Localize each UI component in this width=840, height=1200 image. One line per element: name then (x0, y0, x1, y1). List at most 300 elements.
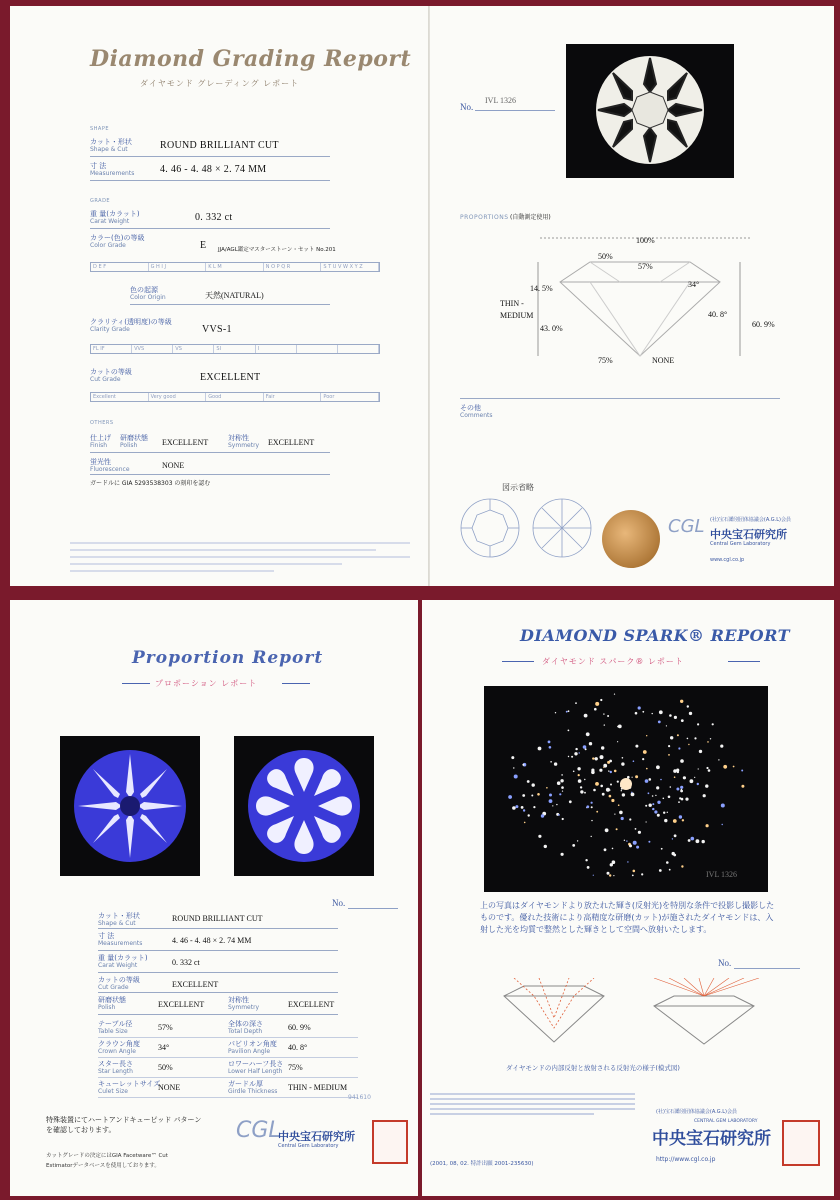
spark-dot (521, 806, 524, 809)
spark-dot (513, 767, 514, 768)
spark-dot (608, 770, 609, 771)
spark-photo-id: IVL 1326 (706, 870, 738, 879)
spark-dot (603, 713, 604, 714)
spark-dot (574, 752, 577, 755)
spark-dot (522, 764, 524, 766)
row-label: パビリオン角度 Pavilion Angle (228, 1040, 277, 1055)
grading-report-right-page (430, 6, 834, 586)
clarity-value: VVS-1 (202, 324, 232, 335)
spark-dot (550, 761, 552, 763)
spark-dot (604, 848, 607, 851)
spark-dot (652, 803, 654, 805)
diamond-photo (566, 44, 734, 178)
spark-dot (593, 789, 596, 792)
hearts-pattern-image (234, 736, 374, 876)
row-value: 34° (158, 1043, 170, 1052)
spark-dot (591, 769, 594, 772)
spark-dot (654, 810, 657, 813)
spark-dot (633, 841, 637, 845)
spark-dot (595, 757, 598, 760)
row-value: THIN - MEDIUM (288, 1083, 348, 1092)
spark-dot (681, 789, 683, 791)
spark-dot (596, 811, 598, 813)
spark-dot (635, 775, 638, 778)
spark-dot (646, 821, 647, 822)
spark-dot (681, 865, 683, 867)
spark-dot (687, 705, 689, 707)
gold-seal (602, 510, 660, 568)
polish-label: 研磨状態 Polish (120, 434, 148, 449)
divider (122, 683, 150, 684)
spark-dot (626, 840, 627, 841)
hearts-photo (60, 736, 200, 876)
spark-dot (621, 762, 624, 765)
spark-dot (561, 786, 564, 789)
spark-dot (585, 859, 587, 861)
proportions-diagram (500, 232, 800, 372)
serial-number: 941610 (348, 1094, 371, 1101)
cgl-logo: CGL (236, 1118, 281, 1143)
spark-report-page (422, 600, 834, 1196)
spark-dot (586, 732, 590, 736)
spark-dot (617, 781, 619, 783)
symmetry-label: 対称性 Symmetry (228, 434, 260, 449)
spark-dot (614, 814, 615, 815)
spark-dot (680, 700, 683, 703)
lab-name-jp: 中央宝石研究所 (710, 528, 787, 541)
arrows-pattern-image (60, 736, 200, 876)
spark-dot (584, 714, 588, 718)
spark-dot (619, 811, 623, 815)
divider (90, 474, 330, 475)
spark-dot (600, 755, 604, 759)
table-row (98, 1018, 358, 1038)
spark-dot (632, 875, 634, 877)
shape-label: カット・形状 Shape & Cut (98, 912, 140, 927)
spark-dot (674, 776, 676, 778)
spark-dot (555, 712, 556, 713)
spark-dot (679, 797, 681, 799)
spark-dot (558, 814, 560, 816)
spark-dot (591, 802, 593, 804)
shape-value: ROUND BRILLIANT CUT (160, 140, 279, 151)
no-underline (734, 968, 800, 969)
spark-dot (645, 779, 649, 783)
row-value: 75% (288, 1063, 303, 1072)
spark-dot (548, 741, 551, 744)
spark-dot (645, 805, 647, 807)
spark-dot (609, 789, 610, 790)
symmetry-value: EXCELLENT (268, 438, 315, 447)
spark-dot (557, 781, 561, 785)
diagram-omitted-label: 図示省略 (502, 483, 534, 492)
spark-dot (610, 863, 613, 866)
spark-dot (622, 793, 625, 796)
spark-dot (549, 794, 552, 797)
spark-dot (703, 794, 706, 797)
spark-dot (560, 779, 563, 782)
spark-dot (580, 790, 583, 793)
spark-dot (681, 719, 684, 722)
divider (98, 992, 338, 993)
fluorescence-label: 蛍光性 Fluorescence (90, 458, 130, 473)
spark-dot (579, 752, 580, 753)
spark-pattern-image (484, 686, 768, 892)
spark-dot (629, 818, 631, 820)
spark-dot (586, 805, 589, 808)
spark-dot (674, 716, 677, 719)
spark-description: 上の写真はダイヤモンドより放たれた輝き(反射光)を特別な条件で投影し撮影したものです。優れた技術により高精度な研磨(カット)が施されたダイヤモンドは、入射した光を均質で整然とした輝きとして空間へ放射いたします。 (480, 901, 775, 934)
spark-dot (559, 793, 561, 795)
row-label: テーブル径 Table Size (98, 1020, 133, 1035)
spark-dot (670, 736, 673, 739)
row-label: クラウン角度 Crown Angle (98, 1040, 140, 1055)
spark-dot (541, 814, 544, 817)
polish-label: 研磨状態 Polish (98, 996, 126, 1011)
patent-note: (2001, 08, 02. 特許出願 2001-235630) (430, 1161, 534, 1167)
spark-dot (554, 762, 557, 765)
table-row (98, 1078, 358, 1098)
others-section-label: OTHERS (90, 420, 114, 426)
spark-dot (669, 714, 672, 717)
culet-size: NONE (652, 356, 675, 365)
spark-dot (677, 734, 679, 736)
shape-label: カット・形状 Shape & Cut (90, 138, 132, 153)
spark-dot (663, 812, 665, 814)
color-note: JJA/AGL鑑定マスターストーン・セット No.201 (218, 247, 336, 253)
diagram-caption: ダイヤモンドの内部反射と放射される反射光の様子(模式図) (506, 1064, 680, 1072)
grading-title: Diamond Grading Report (90, 46, 412, 72)
symmetry-label: 対称性 Symmetry (228, 996, 260, 1011)
spark-dot (575, 702, 577, 704)
spark-dot (642, 758, 644, 760)
spark-dot (659, 710, 663, 714)
diamond-top-view (566, 44, 734, 178)
measure-label: 寸 法 Measurements (98, 932, 143, 947)
polish-value: EXCELLENT (162, 438, 209, 447)
spark-dot (618, 725, 622, 729)
measure-value: 4. 46 - 4. 48 × 2. 74 MM (172, 936, 252, 945)
cut-scale: Excellent Very good Good Fair Poor (90, 392, 380, 402)
spark-dot (723, 765, 727, 769)
spark-dot (532, 783, 535, 786)
spark-dot (522, 794, 525, 797)
spark-dot (721, 804, 725, 808)
spark-dot (689, 712, 692, 715)
spark-dot (698, 768, 699, 769)
spark-dot (600, 699, 602, 701)
divider (98, 1014, 338, 1015)
lab-name-jp: 中央宝石研究所 (652, 1129, 771, 1149)
proportion-report-page (10, 600, 418, 1196)
spark-dot (622, 757, 624, 759)
spark-dot (655, 795, 656, 796)
spark-photo (484, 686, 768, 892)
spark-dot (688, 744, 689, 745)
comments-label: その他 Comments (460, 404, 493, 419)
spark-dot (682, 819, 684, 821)
spark-dot (556, 804, 557, 805)
spark-dot (649, 804, 652, 807)
divider (90, 228, 330, 229)
spark-dot (697, 783, 699, 785)
carat-label: 重 量(カラット) Carat Weight (90, 210, 140, 225)
spark-dot (591, 806, 593, 808)
spark-dot (649, 778, 652, 781)
hearts-cupid-note-1: 特殊装置にてハートアンドキューピッド パターン (46, 1116, 202, 1124)
spark-dot (572, 844, 575, 847)
spark-dot (646, 768, 648, 770)
row-value: 50% (158, 1063, 173, 1072)
spark-dot (697, 723, 699, 725)
spark-dot (589, 742, 592, 745)
spark-dot (533, 806, 535, 808)
spark-dot (691, 837, 695, 841)
spark-dot (669, 869, 671, 871)
spark-dot (603, 767, 604, 768)
divider (130, 304, 330, 305)
spark-dot (618, 804, 620, 806)
row-label: ロワーハーフ長さ Lower Half Length (228, 1060, 284, 1075)
spark-dot (694, 777, 695, 778)
spark-dot (696, 839, 700, 843)
spark-dot (687, 738, 689, 740)
spark-dot (699, 750, 702, 753)
spark-dot (562, 818, 564, 820)
spark-dot (552, 805, 553, 806)
origin-label: 色の起源 Color Origin (130, 286, 166, 301)
hearts-cupid-note-2: を確認しております。 (46, 1126, 116, 1134)
cut-value: EXCELLENT (200, 372, 261, 383)
report-no-label: No. (718, 958, 732, 968)
spark-dot (648, 841, 650, 843)
row-value: 57% (158, 1023, 173, 1032)
spark-dot (658, 721, 661, 724)
spark-dot (672, 838, 673, 839)
spark-dot (610, 784, 612, 786)
spark-dot (508, 795, 512, 799)
carat-value: 0. 332 ct (172, 958, 200, 967)
cut-label: カットの等級 Cut Grade (90, 368, 132, 383)
spark-dot (635, 745, 638, 748)
cut-value: EXCELLENT (172, 980, 219, 989)
spark-dot (544, 845, 547, 848)
spark-dot (694, 737, 696, 739)
spark-dot (702, 840, 705, 843)
spark-dot (661, 848, 663, 850)
spark-dot (656, 786, 659, 789)
spark-dot (568, 710, 570, 712)
spark-dot (680, 759, 684, 763)
row-label: スター長さ Star Length (98, 1060, 133, 1075)
spark-dot (627, 861, 628, 862)
arrows-photo (234, 736, 374, 876)
row-label: ガードル厚 Girdle Thickness (228, 1080, 278, 1095)
spark-dot (594, 708, 597, 711)
spark-dot (657, 814, 660, 817)
spark-dot (583, 745, 587, 749)
grade-section-label: GRADE (90, 198, 111, 204)
spark-dot (663, 798, 665, 800)
pavilion-angle: 40. 8° (708, 310, 728, 319)
spark-dot (638, 706, 641, 709)
spark-dot (668, 754, 670, 756)
spark-dot (678, 801, 680, 803)
color-label: カラー(色)の等級 Color Grade (90, 234, 145, 249)
divider (98, 950, 338, 951)
spark-dot (578, 774, 580, 776)
spark-dot (568, 756, 569, 757)
divider (728, 661, 760, 662)
spark-dot (631, 792, 632, 793)
spark-dot (607, 872, 610, 875)
table-row (98, 1058, 358, 1078)
spark-dot (633, 760, 635, 762)
spark-dot (705, 784, 708, 787)
row-value: 60. 9% (288, 1023, 311, 1032)
spark-dot (568, 730, 570, 732)
spark-dot (616, 828, 618, 830)
spark-dot (573, 771, 575, 773)
spark-dot (523, 809, 525, 811)
spark-dot (613, 875, 614, 876)
lab-name-jp: 中央宝石研究所 (278, 1130, 355, 1143)
spark-dot (549, 799, 553, 803)
cgl-logo: CGL (668, 516, 705, 537)
shape-value: ROUND BRILLIANT CUT (172, 914, 263, 923)
red-seal-stamp (782, 1120, 820, 1166)
crown-height: 14. 5% (530, 284, 553, 293)
proportions-label: PROPORTIONS (460, 214, 509, 221)
spark-dot (549, 746, 552, 749)
reflection-diagrams (494, 978, 774, 1048)
finish-label: 仕上げ Finish (90, 434, 111, 449)
spark-dot (668, 796, 671, 799)
spark-dot (617, 741, 618, 742)
spark-dot (584, 779, 585, 780)
spark-dot (706, 767, 708, 769)
spark-dot (605, 828, 609, 832)
spark-dot (660, 779, 662, 781)
spark-dot (670, 786, 672, 788)
spark-dot (562, 791, 563, 792)
divider (90, 452, 330, 453)
spark-dot (611, 799, 614, 802)
spark-dot (678, 747, 680, 749)
spark-dot (569, 800, 572, 803)
red-seal-stamp (372, 1120, 408, 1164)
spark-dot (621, 817, 624, 820)
spark-dot (657, 801, 660, 804)
spark-dot (690, 779, 694, 783)
polish-value: EXCELLENT (158, 1000, 205, 1009)
spark-dot (599, 769, 602, 772)
spark-dot (600, 785, 603, 788)
spark-dot (643, 750, 647, 754)
spark-dot (595, 782, 599, 786)
divider (98, 928, 338, 929)
spark-dot (595, 702, 599, 706)
spark-dot (527, 780, 530, 783)
spark-dot (631, 793, 635, 797)
spark-dot (642, 711, 644, 713)
table-size: 57% (638, 262, 653, 271)
spark-dot (629, 844, 632, 847)
divider (502, 661, 534, 662)
spark-dot (528, 814, 530, 816)
spark-dot (566, 711, 568, 713)
spark-dot (733, 766, 735, 768)
spark-dot (710, 738, 711, 739)
measure-label: 寸 法 Measurements (90, 162, 135, 177)
spark-dot (531, 795, 533, 797)
star-length: 50% (598, 252, 613, 261)
spark-dot (641, 873, 643, 875)
auto-measure-note: (自動測定使用) (510, 214, 551, 221)
spark-dot (683, 776, 686, 779)
spark-dot (546, 787, 548, 789)
lab-url: http://www.cgl.co.jp (656, 1156, 716, 1163)
spark-dot (635, 828, 637, 830)
lab-name-en: CENTRAL GEM LABORATORY (694, 1119, 758, 1124)
spark-dot (604, 724, 605, 725)
fine-print (70, 542, 410, 572)
report-no-value: IVL 1326 (485, 96, 517, 105)
spark-dot (538, 835, 541, 838)
spark-dot (578, 779, 582, 783)
girdle-inscription: ガードルに GIA 5293538303 の刻印を認む (90, 480, 211, 487)
row-value: 40. 8° (288, 1043, 308, 1052)
spark-dot (587, 866, 590, 869)
spark-dot (652, 795, 654, 797)
carat-label: 重 量(カラット) Carat Weight (98, 954, 148, 969)
divider (460, 398, 780, 399)
spark-dot (712, 723, 714, 725)
spark-dot (614, 770, 617, 773)
spark-dot (652, 808, 654, 810)
spark-dot (674, 834, 677, 837)
spark-dot (672, 852, 675, 855)
spark-dot (706, 824, 709, 827)
spark-dot (609, 795, 612, 798)
spark-dot (612, 848, 614, 850)
spark-subtitle: ダイヤモンド スパーク® レポート (542, 657, 684, 666)
report-no-label: No. (332, 898, 346, 908)
spark-dot (591, 836, 592, 837)
spark-dot (668, 745, 670, 747)
table-row (98, 1038, 358, 1058)
spark-dot (591, 820, 592, 821)
girdle-thickness: THIN - MEDIUM (500, 299, 534, 320)
spark-dot (609, 874, 611, 876)
spark-dot (538, 747, 542, 751)
spark-dot (580, 786, 582, 788)
total-depth: 60. 9% (752, 320, 775, 329)
spark-dot (593, 875, 594, 876)
facetware-note-1: カットグレードの決定にはGIA Facetware™ Cut (46, 1153, 168, 1159)
no-underline (348, 908, 398, 909)
carat-value: 0. 332 ct (195, 212, 233, 223)
cut-label: カットの等級 Cut Grade (98, 976, 140, 991)
no-underline (475, 110, 555, 111)
clarity-label: クラリティ(透明度)の等級 Clarity Grade (90, 318, 172, 333)
spark-dot (602, 793, 605, 796)
lab-name-en: Central Gem Laboratory (710, 541, 771, 547)
lab-association: (社)宝石鑑別団体協議会(A.G.L)会員 (710, 517, 791, 523)
spark-dot (610, 771, 612, 773)
color-scale: D E F G H I J K L M N O P Q R S T U V W X Y Z (90, 262, 380, 272)
spark-dot (624, 840, 625, 841)
